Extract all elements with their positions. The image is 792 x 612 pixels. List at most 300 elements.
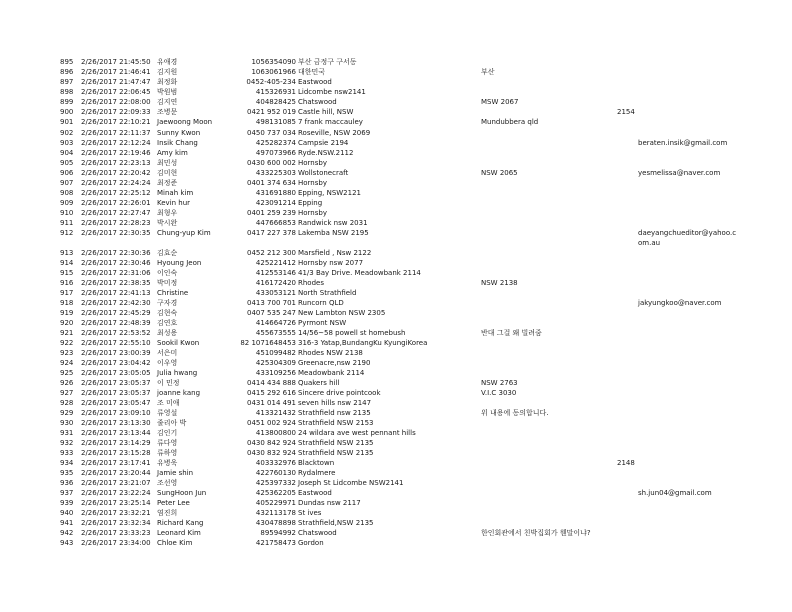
table-row [0,57,792,67]
cell-datetime: 2/26/2017 22:27:47 [81,209,151,217]
cell-phone: 0414 434 888 [247,379,296,387]
cell-name: 김인기 [157,429,178,437]
cell-datetime: 2/26/2017 23:32:34 [81,519,151,527]
cell-datetime: 2/26/2017 22:38:35 [81,279,151,287]
cell-phone: 0452-405-234 [246,78,296,86]
table-row [0,298,792,308]
cell-name: 조선영 [157,479,178,487]
cell-phone: 1063061966 [251,68,296,76]
cell-num: 901 [60,118,74,126]
cell-name: 최민성 [157,159,178,167]
cell-name: Sunny Kwon [157,129,201,137]
cell-num: 941 [60,519,74,527]
cell-num: 922 [60,339,74,347]
table-row [0,348,792,358]
cell-num: 939 [60,499,74,507]
cell-datetime: 2/26/2017 22:23:13 [81,159,151,167]
cell-name: 조병문 [157,108,178,116]
cell-phone: 412553146 [255,269,296,277]
cell-datetime: 2/26/2017 22:28:23 [81,219,151,227]
cell-address: 14/56~58 powell st homebush [298,329,406,337]
cell-phone: 89594992 [260,529,296,537]
cell-name: Jamie shin [157,469,194,477]
cell-name: 류다영 [157,439,178,447]
cell-email: beraten.insik@gmail.com [638,139,728,147]
cell-datetime: 2/26/2017 23:13:44 [81,429,151,437]
table-row [0,268,792,278]
cell-address: Hornsby [298,179,327,187]
cell-address: Gordon [298,539,324,547]
cell-num: 930 [60,419,74,427]
cell-name: 김미현 [157,169,178,177]
cell-num: 924 [60,359,74,367]
cell-datetime: 2/26/2017 23:15:28 [81,449,151,457]
cell-address: Sincere drive pointcook [298,389,381,397]
cell-address: 41/3 Bay Drive. Meadowbank 2114 [298,269,421,277]
cell-phone: 0401 374 634 [247,179,296,187]
cell-phone: 422760130 [255,469,296,477]
cell-num: 943 [60,539,74,547]
cell-name: Hyoung Jeon [157,259,202,267]
cell-name: 김지연 [157,98,178,106]
cell-datetime: 2/26/2017 22:06:45 [81,88,151,96]
cell-datetime: 2/26/2017 23:17:41 [81,459,151,467]
cell-datetime: 2/26/2017 22:41:13 [81,289,151,297]
table-row [0,218,792,228]
cell-phone: 430478898 [255,519,296,527]
cell-name: Minah kim [157,189,194,197]
cell-num: 900 [60,108,74,116]
cell-datetime: 2/26/2017 22:30:46 [81,259,151,267]
table-row [0,358,792,368]
cell-phone: 451099482 [255,349,296,357]
cell-phone: 82 1071648453 [240,339,296,347]
table-row [0,138,792,148]
table-row [0,308,792,318]
cell-num: 940 [60,509,74,517]
table-row [0,318,792,328]
cell-name: 염진희 [157,509,178,517]
cell-phone: 0421 952 019 [247,108,296,116]
cell-address: Marsfield , Nsw 2122 [298,249,372,257]
cell-phone: 0417 227 378 [247,229,296,237]
table-row [0,168,792,178]
cell-phone: 415326931 [255,88,296,96]
cell-address: Greenacre,nsw 2190 [298,359,371,367]
cell-num: 942 [60,529,74,537]
cell-num: 912 [60,229,74,237]
table-row [0,458,792,468]
cell-address: Joseph St Lidcombe NSW2141 [298,479,404,487]
cell-phone: 431691880 [255,189,296,197]
cell-datetime: 2/26/2017 22:26:01 [81,199,151,207]
cell-phone: 455673555 [255,329,296,337]
cell-phone: 423091214 [255,199,296,207]
cell-address: Meadowbank 2114 [298,369,365,377]
table-row [0,107,792,117]
cell-address: 대한민국 [298,68,326,76]
cell-num: 934 [60,459,74,467]
cell-datetime: 2/26/2017 23:20:44 [81,469,151,477]
cell-phone: 497073966 [255,149,296,157]
cell-name: Julia hwang [157,369,198,377]
cell-note: 반대 그걸 왜 빌려줌 [481,329,542,337]
cell-datetime: 2/26/2017 22:25:12 [81,189,151,197]
cell-name: 김효순 [157,249,178,257]
cell-num: 895 [60,58,74,66]
cell-datetime: 2/26/2017 22:53:52 [81,329,151,337]
table-row [0,438,792,448]
cell-phone: 0430 600 002 [247,159,296,167]
cell-address: Wollstonecraft [298,169,349,177]
cell-datetime: 2/26/2017 23:14:29 [81,439,151,447]
cell-phone: 0451 002 924 [247,419,296,427]
cell-address: 7 frank maccauley [298,118,363,126]
cell-name: Peter Lee [157,499,190,507]
cell-datetime: 2/26/2017 23:05:47 [81,399,151,407]
cell-phone: 0401 259 239 [247,209,296,217]
cell-datetime: 2/26/2017 23:25:14 [81,499,151,507]
cell-email: yesmelissa@naver.com [638,169,721,177]
cell-name: 김지원 [157,68,178,76]
table-row [0,508,792,518]
cell-datetime: 2/26/2017 22:30:36 [81,249,151,257]
cell-note: 위 내용에 동의합니다. [481,409,549,417]
cell-phone: 413321432 [255,409,296,417]
cell-phone: 0413 700 701 [247,299,296,307]
cell-address: Rydalmere [298,469,336,477]
table-row [0,198,792,208]
cell-name: Jaewoong Moon [157,118,213,126]
cell-num: 919 [60,309,74,317]
cell-name: Amy kim [157,149,188,157]
cell-name: 최정화 [157,78,178,86]
cell-address: seven hills nsw 2147 [298,399,372,407]
table-row [0,288,792,298]
cell-datetime: 2/26/2017 22:11:37 [81,129,151,137]
cell-address: Strathfield,NSW 2135 [298,519,374,527]
cell-num: 907 [60,179,74,187]
cell-name: 이인숙 [157,269,178,277]
cell-name: Sookil Kwon [157,339,200,347]
cell-num: 926 [60,379,74,387]
cell-phone: 0415 292 616 [247,389,296,397]
cell-phone: 425282374 [255,139,296,147]
table-row [0,248,792,258]
cell-name: 유병욱 [157,459,178,467]
cell-num: 933 [60,449,74,457]
cell-address: Strathfield NSW 2135 [298,439,374,447]
cell-phone: 433109256 [255,369,296,377]
cell-address: Eastwood [298,489,332,497]
cell-num: 932 [60,439,74,447]
table-row [0,228,792,247]
cell-datetime: 2/26/2017 22:12:24 [81,139,151,147]
table-row [0,117,792,127]
cell-phone: 0450 737 034 [247,129,296,137]
table-row [0,498,792,508]
cell-num: 927 [60,389,74,397]
cell-num: 921 [60,329,74,337]
cell-address: Quakers hill [298,379,340,387]
table-row [0,368,792,378]
cell-address: Dundas nsw 2117 [298,499,361,507]
cell-name: 줄리아 박 [157,419,187,427]
cell-phone: 0431 014 491 [247,399,296,407]
table-row [0,278,792,288]
table-row [0,388,792,398]
cell-address: St ives [298,509,322,517]
cell-num: 911 [60,219,74,227]
cell-name: 이 민정 [157,379,180,387]
table-row [0,178,792,188]
cell-phone: 0430 842 924 [247,439,296,447]
cell-num: 923 [60,349,74,357]
cell-name: joanne kang [157,389,201,397]
cell-datetime: 2/26/2017 23:22:24 [81,489,151,497]
cell-name: 이우영 [157,359,178,367]
cell-address: Strathfield NSW 2135 [298,449,374,457]
cell-datetime: 2/26/2017 23:21:07 [81,479,151,487]
cell-num: 896 [60,68,74,76]
cell-datetime: 2/26/2017 23:32:21 [81,509,151,517]
cell-phone: 425221412 [255,259,296,267]
cell-name: 박시완 [157,219,178,227]
cell-email: sh.jun04@gmail.com [638,489,712,497]
cell-name: 김연호 [157,319,178,327]
cell-datetime: 2/26/2017 23:33:23 [81,529,151,537]
table-row [0,528,792,538]
cell-phone: 0430 832 924 [247,449,296,457]
cell-num: 902 [60,129,74,137]
cell-datetime: 2/26/2017 21:46:41 [81,68,151,76]
table-row [0,478,792,488]
table-row [0,428,792,438]
cell-address: Roseville, NSW 2069 [298,129,371,137]
cell-name: Richard Kang [157,519,204,527]
cell-address: Hornsby [298,159,327,167]
cell-datetime: 2/26/2017 23:04:42 [81,359,151,367]
table-row [0,328,792,338]
cell-num: 925 [60,369,74,377]
cell-datetime: 2/26/2017 22:10:21 [81,118,151,126]
cell-name: Chung-yup Kim [157,229,211,237]
cell-phone: 498131085 [255,118,296,126]
cell-datetime: 2/26/2017 23:34:00 [81,539,151,547]
table-row [0,158,792,168]
cell-name: 김현숙 [157,309,178,317]
cell-datetime: 2/26/2017 23:13:30 [81,419,151,427]
cell-note: NSW 2763 [481,379,518,387]
cell-num: 906 [60,169,74,177]
cell-datetime: 2/26/2017 22:24:24 [81,179,151,187]
cell-name: 구자경 [157,299,178,307]
cell-phone: 432113178 [255,509,296,517]
cell-note: 한인회관에서 친박집회가 웬말이냐? [481,529,591,537]
cell-note: V.I.C 3030 [481,389,517,397]
cell-phone: 413800800 [255,429,296,437]
cell-name: 류영설 [157,409,178,417]
cell-num: 937 [60,489,74,497]
cell-note: MSW 2067 [481,98,519,106]
cell-name: 박미정 [157,279,178,287]
table-row [0,67,792,77]
cell-datetime: 2/26/2017 21:47:47 [81,78,151,86]
cell-name: Leonard Kim [157,529,201,537]
table-row [0,87,792,97]
cell-address: Castle hill, NSW [298,108,354,116]
cell-phone: 404828425 [255,98,296,106]
cell-address: Rhodes [298,279,324,287]
cell-name: 유애경 [157,58,178,66]
cell-num: 905 [60,159,74,167]
cell-address: Runcorn QLD [298,299,344,307]
cell-name: 류하영 [157,449,178,457]
cell-phone: 405229971 [255,499,296,507]
cell-datetime: 2/26/2017 22:42:30 [81,299,151,307]
table-row [0,518,792,528]
table-row [0,538,792,548]
cell-datetime: 2/26/2017 22:31:06 [81,269,151,277]
table-row [0,448,792,458]
cell-phone: 433053121 [255,289,296,297]
cell-num: 916 [60,279,74,287]
cell-address: Hornsby [298,209,327,217]
cell-name: Chloe Kim [157,539,193,547]
cell-address: Lidcombe nsw2141 [298,88,366,96]
cell-email: jakyungkoo@naver.com [638,299,722,307]
cell-address: New Lambton NSW 2305 [298,309,386,317]
cell-address: Lakemba NSW 2195 [298,229,369,237]
cell-postcode: 2154 [617,108,635,116]
cell-name: 서은미 [157,349,178,357]
cell-note: NSW 2138 [481,279,518,287]
cell-phone: 421758473 [255,539,296,547]
cell-name: Christine [157,289,189,297]
cell-address: Chatswood [298,98,337,106]
cell-num: 920 [60,319,74,327]
cell-address: Rhodes NSW 2138 [298,349,363,357]
table-row [0,258,792,268]
table-row [0,418,792,428]
cell-address: Eastwood [298,78,332,86]
table-row [0,208,792,218]
cell-phone: 414664726 [255,319,296,327]
cell-email: daeyangchueditor@yahoo.com.au [638,229,737,247]
cell-datetime: 2/26/2017 22:19:46 [81,149,151,157]
cell-num: 903 [60,139,74,147]
cell-address: Ryde.NSW.2112 [298,149,354,157]
cell-address: Strathfield NSW 2153 [298,419,374,427]
cell-datetime: 2/26/2017 22:20:42 [81,169,151,177]
cell-num: 935 [60,469,74,477]
cell-address: Epping [298,199,323,207]
table-row [0,148,792,158]
cell-datetime: 2/26/2017 22:55:10 [81,339,151,347]
table-row [0,378,792,388]
table-row [0,97,792,107]
cell-phone: 425304309 [255,359,296,367]
cell-note: Mundubbera qld [481,118,539,126]
cell-phone: 425362205 [255,489,296,497]
cell-name: 최성용 [157,329,178,337]
table-row [0,398,792,408]
cell-address: 부산 금정구 구서동 [298,58,357,66]
table-row [0,188,792,198]
cell-address: Strathfield nsw 2135 [298,409,371,417]
cell-address: Blacktown [298,459,335,467]
cell-address: Chatswood [298,529,337,537]
cell-datetime: 2/26/2017 22:08:00 [81,98,151,106]
cell-datetime: 2/26/2017 21:45:50 [81,58,151,66]
cell-phone: 0407 535 247 [247,309,296,317]
cell-phone: 0452 212 300 [247,249,296,257]
cell-address: Epping, NSW2121 [298,189,361,197]
cell-datetime: 2/26/2017 23:05:37 [81,379,151,387]
cell-postcode: 2148 [617,459,635,467]
cell-num: 928 [60,399,74,407]
cell-datetime: 2/26/2017 22:30:35 [81,229,151,237]
table-row [0,128,792,138]
cell-name: Kevin hur [157,199,191,207]
cell-num: 897 [60,78,74,86]
cell-name: 최형우 [157,209,178,217]
cell-name: 조 미애 [157,399,180,407]
cell-address: Pyrmont NSW [298,319,347,327]
cell-num: 910 [60,209,74,217]
cell-note: 부산 [481,68,495,76]
cell-phone: 403332976 [255,459,296,467]
cell-num: 929 [60,409,74,417]
table-row [0,408,792,418]
cell-address: North Strathfield [298,289,357,297]
cell-phone: 433225303 [255,169,296,177]
cell-address: Hornsby nsw 2077 [298,259,364,267]
cell-num: 915 [60,269,74,277]
cell-num: 908 [60,189,74,197]
cell-address: Randwick nsw 2031 [298,219,368,227]
cell-datetime: 2/26/2017 22:09:33 [81,108,151,116]
cell-note: NSW 2065 [481,169,518,177]
table-row [0,488,792,498]
table-row [0,468,792,478]
cell-datetime: 2/26/2017 22:45:29 [81,309,151,317]
cell-name: 최정준 [157,179,178,187]
cell-datetime: 2/26/2017 23:00:39 [81,349,151,357]
cell-address: Campsie 2194 [298,139,349,147]
cell-datetime: 2/26/2017 23:09:10 [81,409,151,417]
cell-phone: 447666853 [255,219,296,227]
cell-address: 316-3 Yatap,BundangKu KyungiKorea [298,339,428,347]
cell-datetime: 2/26/2017 22:48:39 [81,319,151,327]
cell-num: 931 [60,429,74,437]
cell-num: 918 [60,299,74,307]
cell-num: 909 [60,199,74,207]
cell-address: 24 wildara ave west pennant hills [298,429,416,437]
cell-num: 914 [60,259,74,267]
cell-datetime: 2/26/2017 23:05:37 [81,389,151,397]
cell-name: Insik Chang [157,139,198,147]
cell-num: 904 [60,149,74,157]
cell-num: 913 [60,249,74,257]
cell-phone: 425397332 [255,479,296,487]
cell-datetime: 2/26/2017 23:05:05 [81,369,151,377]
cell-num: 936 [60,479,74,487]
cell-phone: 1056354090 [251,58,296,66]
cell-name: 박원범 [157,88,178,96]
cell-num: 917 [60,289,74,297]
cell-num: 898 [60,88,74,96]
